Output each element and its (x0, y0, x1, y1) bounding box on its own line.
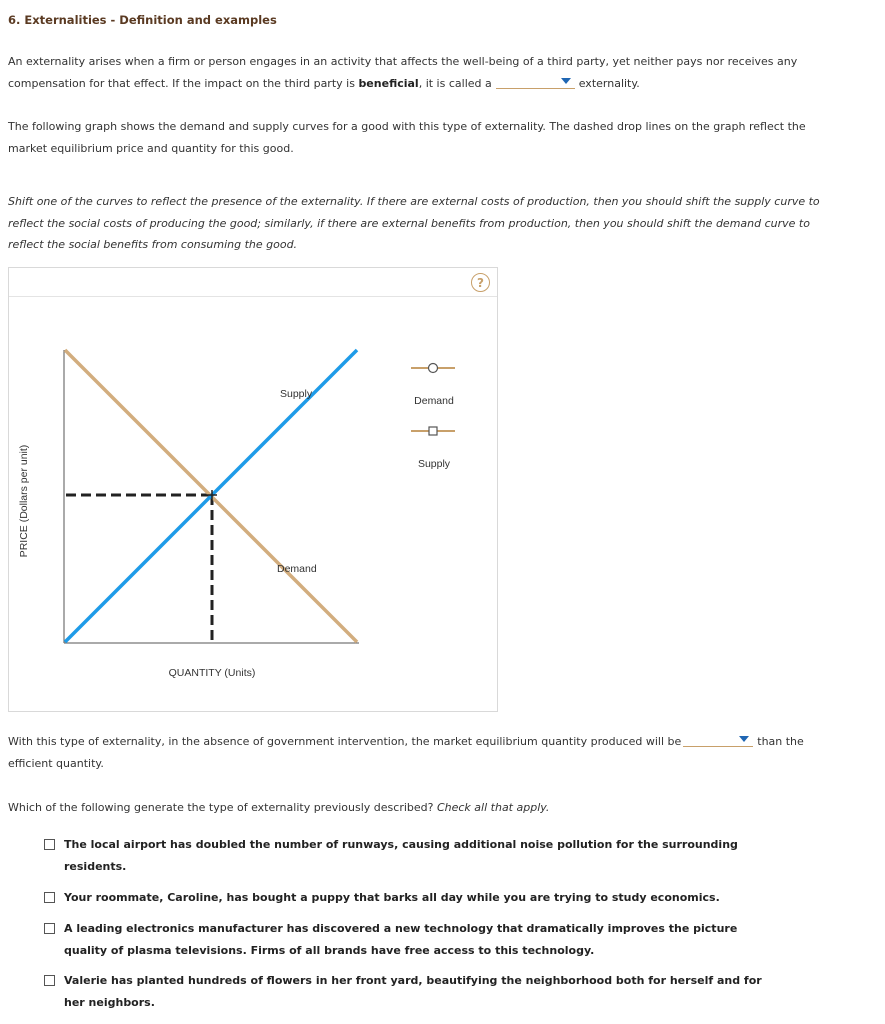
intro-line1: An externality arises when a firm or person engages in an activity that affects the well-being of a third party, yet neither pays nor receives any (8, 55, 798, 68)
instructions-line3: reflect the social benefits from consuming the good. (8, 238, 298, 251)
intro-line2-mid: , it is called a (418, 76, 492, 90)
chevron-down-icon (739, 736, 749, 742)
question3-prompt-italic: Check all that apply. (436, 801, 550, 814)
demand-tool-circle-icon (429, 364, 438, 373)
option-text: Your roommate, Caroline, has bought a puppy that barks all day while you are trying to study economics. (64, 891, 720, 904)
question-title: 6. Externalities - Definition and examples (8, 13, 277, 27)
checkbox-option-electronics[interactable] (44, 918, 814, 961)
intro-line2-after: externality. (578, 76, 640, 90)
option-text: quality of plasma televisions. Firms of all brands have free access to this technology. (64, 943, 595, 957)
checkbox[interactable] (44, 892, 55, 903)
legend-demand-label: Demand (414, 395, 454, 407)
intro-paragraph (8, 51, 828, 94)
legend-demand-tool[interactable] (411, 364, 455, 408)
externality-type-dropdown[interactable] (496, 74, 575, 89)
option-text: A leading electronics manufacturer has discovered a new technology that dramatically improves the picture (64, 922, 738, 935)
question3-prompt (8, 797, 828, 819)
graph-canvas[interactable] (9, 268, 497, 711)
supply-curve-label: Supply (280, 388, 313, 400)
question2 (8, 731, 828, 774)
checkbox-option-flowers[interactable] (44, 970, 814, 1013)
instructions-line1: Shift one of the curves to reflect the presence of the externality. If there are external costs of production, then you should shift the supply curve to (8, 195, 820, 208)
checkbox-option-airport[interactable] (44, 834, 814, 877)
instructions-line2: reflect the social costs of producing the good; similarly, if there are external benefits from production, then you should shift the demand curve to (8, 216, 810, 230)
instructions (8, 191, 828, 256)
legend-supply-label: Supply (417, 458, 451, 470)
checkbox[interactable] (44, 975, 55, 986)
graph-desc-line2: market equilibrium price and quantity for this good. (8, 141, 294, 155)
option-text: residents. (64, 859, 127, 873)
supply-tool-square-icon (429, 427, 437, 435)
option-text: her neighbors. (64, 995, 155, 1009)
quantity-comparison-dropdown[interactable] (683, 732, 753, 747)
intro-bold-word: beneficial (358, 76, 419, 90)
question2-before: With this type of externality, in the absence of government intervention, the market equilibrium quantity produced will be (8, 735, 682, 748)
chevron-down-icon (561, 78, 571, 84)
graph-desc-line1: The following graph shows the demand and supply curves for a good with this type of externality. The dashed drop lines on the graph reflect the (8, 120, 806, 133)
question3-prompt-text: Which of the following generate the type of externality previously described? (8, 801, 437, 814)
checkbox[interactable] (44, 839, 55, 850)
x-axis-label: QUANTITY (Units) (168, 667, 256, 679)
option-text: Valerie has planted hundreds of flowers in her front yard, beautifying the neighborhood both for herself and for (64, 974, 762, 987)
help-icon[interactable]: ? (471, 273, 490, 292)
y-axis-label: PRICE (Dollars per unit) (18, 444, 30, 558)
intro-line2-before: compensation for that effect. If the impact on the third party is (8, 76, 359, 90)
checkbox[interactable] (44, 923, 55, 934)
checkbox-option-puppy[interactable] (44, 887, 814, 909)
question2-after: than the (757, 735, 804, 748)
option-text: The local airport has doubled the number of runways, causing additional noise pollution for the surrounding (64, 838, 738, 851)
graph-description (8, 116, 828, 159)
legend-supply-tool[interactable] (411, 427, 455, 470)
graph-panel (8, 267, 498, 712)
question2-line2: efficient quantity. (8, 756, 104, 770)
demand-curve-label: Demand (277, 563, 317, 575)
